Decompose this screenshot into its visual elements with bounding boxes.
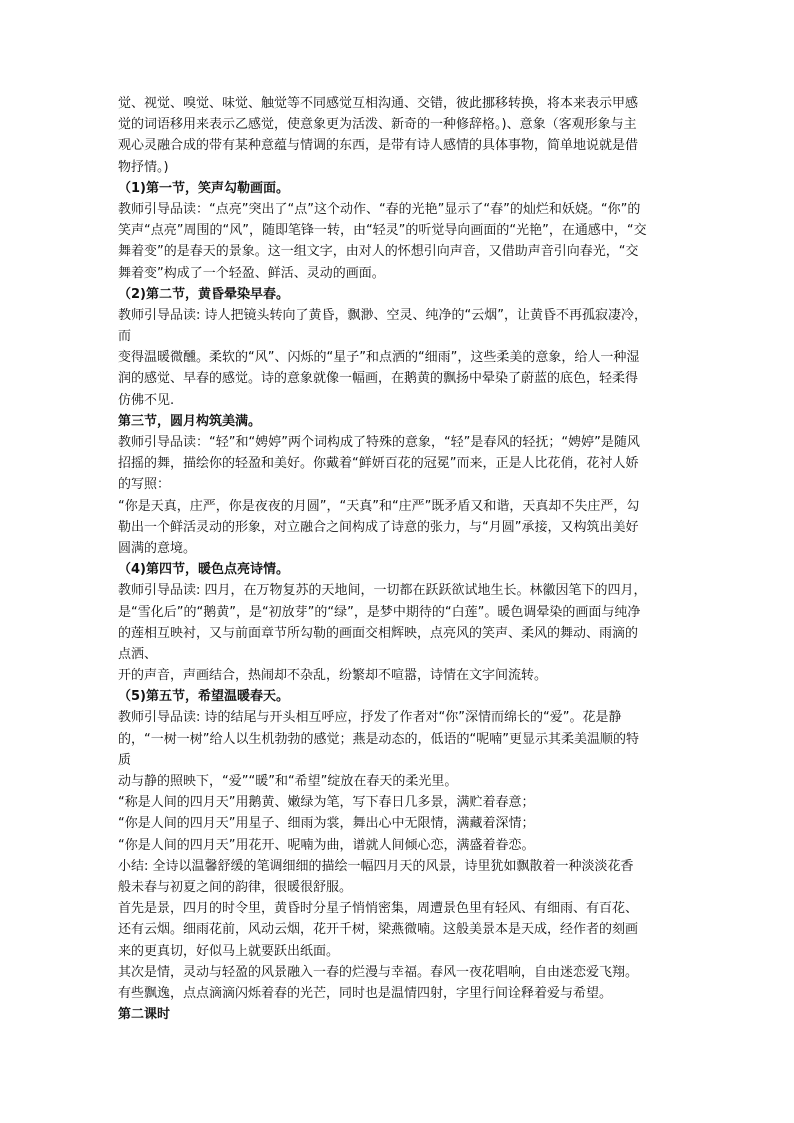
paragraph-line: “你是人间的四月天”用星子、细雨为裳，舞出心中无限情，满藏着深情； <box>118 816 535 832</box>
section-heading: （4)第四节，暖色点亮诗情。 <box>118 562 289 578</box>
paragraph-line: 变得温暖微醺。柔软的“风”、闪烁的“星子”和点洒的“细雨”，这些柔美的意象，给人一种湿 <box>118 350 640 366</box>
paragraph-line: “你是人间的四月天”用花开、呢喃为曲，谱就人间倾心恋，满盛着眷恋。 <box>118 837 535 853</box>
section-heading: 第三节，圆月构筑美满。 <box>118 413 262 429</box>
paragraph-line: 教师引导品读: 四月，在万物复苏的天地间，一切都在跃跃欲试地生长。林徽因笔下的四月， <box>118 583 647 599</box>
paragraph-line: 小结: 全诗以温馨舒缓的笔调细细的描绘一幅四月天的风景，诗里犹如飘散着一种淡淡花香 <box>118 858 634 874</box>
paragraph-line: 动与静的照映下，“爱”“暖”和“希望”绽放在春天的柔光里。 <box>118 774 458 789</box>
paragraph-line: 的，“一树一树”给人以生机勃勃的感觉；燕是动态的，低语的“呢喃”更显示其柔美温顺的特 <box>118 731 639 747</box>
paragraph-line: 物抒情。) <box>118 159 169 175</box>
paragraph-line: 的写照： <box>118 477 171 493</box>
paragraph-line: 观心灵融合成的带有某种意蕴与情调的东西，是带有诗人感情的具体事物，简单地说就是借 <box>118 138 639 154</box>
paragraph-line: 教师引导品读：“轻”和“娉婷”两个词构成了特殊的意象，“轻”是春风的轻抚；“娉婷”是随风 <box>118 435 640 450</box>
paragraph-line: 觉、视觉、嗅觉、味觉、触觉等不同感觉互相沟通、交错，彼此挪移转换，将本来表示甲感 <box>118 96 639 111</box>
paragraph-line: “你是天真，庄严，你是夜夜的月圆”，“天真”和“庄严”既矛盾又和谐，天真却不失庄严，勾 <box>118 498 640 514</box>
paragraph-line: 还有云烟。细雨花前，风动云烟，花开千树，梁燕微喃。这般美景本是天成，经作者的刻画 <box>118 922 639 938</box>
paragraph-line: “称是人间的四月天”用鹅黄、嫩绿为笔，写下春日几多景，满贮着春意； <box>118 795 535 811</box>
paragraph-line: 是“雪化后”的“鹅黄”，是“初放芽”的“绿”，是梦中期待的“白莲”。暖色调晕染的画面与纯净 <box>118 604 641 620</box>
paragraph-line: 点洒、 <box>118 646 158 662</box>
section-heading: （2)第二节，黄昏晕染早春。 <box>118 286 289 302</box>
paragraph-line: 勒出一个鲜活灵动的形象，对立融合之间构成了诗意的张力，与“月圆”承接，又构筑出美好 <box>118 519 639 535</box>
document-body <box>118 93 684 1025</box>
paragraph-line: 仿佛不见. <box>118 392 175 408</box>
paragraph-line: 而 <box>118 329 132 345</box>
section-heading: （5)第五节，希望温暖春天。 <box>118 689 289 705</box>
paragraph-line: 教师引导品读：“点亮”突出了“点”这个动作、“春的光艳”显示了“春”的灿烂和妖娆。“你”的 <box>118 201 641 217</box>
paragraph-line: 质 <box>118 752 132 768</box>
paragraph-line: 有些飘逸，点点滴滴闪烁着春的光芒，同时也是温情四射，字里行间诠释着爱与希望。 <box>118 985 613 1001</box>
paragraph-line: 首先是景，四月的时令里，黄昏时分星子悄悄密集，周遭景色里有轻风、有细雨、有百花、 <box>118 901 639 917</box>
paragraph-line: 其次是情，灵动与轻盈的风景融入一春的烂漫与幸福。春风一夜花唱响，自由迷恋爱飞翔。 <box>118 964 639 980</box>
paragraph-line: 笑声“点亮”周围的“风”，随即笔锋一转，由“轻灵”的听觉导向画面的“光艳”，在通感中，“交 <box>118 223 647 239</box>
paragraph-line: 圆满的意境。 <box>118 540 197 556</box>
paragraph-line: 来的更真切，好似马上就要跃出纸面。 <box>118 943 340 959</box>
paragraph-line: 教师引导品读: 诗的结尾与开头相互呼应，抒发了作者对“你”深情而绵长的“爱”。花是静 <box>118 710 622 726</box>
paragraph-line: 觉的词语移用来表示乙感觉，使意象更为活泼、新奇的一种修辞格。)、意象（客观形象与主 <box>118 117 637 133</box>
paragraph-line: 舞着变”构成了一个轻盈、鲜活、灵动的画面。 <box>118 265 385 281</box>
section-heading: （1)第一节，笑声勾勒画面。 <box>118 180 289 196</box>
paragraph-line: 招摇的舞，描绘你的轻盈和美好。你戴着“鲜妍百花的冠冕”而来，正是人比花俏，花衬人娇 <box>118 456 639 472</box>
paragraph-line: 教师引导品读: 诗人把镜头转向了黄昏，飘渺、空灵、纯净的“云烟”，让黄昏不再孤寂凄冷， <box>118 307 647 323</box>
paragraph-line: 般未春与初夏之间的韵律，很暖很舒服。 <box>118 879 353 895</box>
paragraph-line: 润的感觉、早春的感觉。诗的意象就像一幅画，在鹅黄的飘扬中晕染了蔚蓝的底色，轻柔得 <box>118 371 639 387</box>
section-heading: 第二课时 <box>118 1007 171 1023</box>
paragraph-line: 开的声音，声画结合，热闹却不杂乱，纷繁却不喧嚣，诗情在文字间流转。 <box>118 668 548 684</box>
paragraph-line: 舞着变”的是春天的景象。这一组文字，由对人的怀想引向声音，又借助声音引向春光，“交 <box>118 244 639 260</box>
paragraph-line: 的莲相互映衬，又与前面章节所勾勒的画面交相辉映，点亮风的笑声、柔风的舞动、雨滴的 <box>118 625 639 641</box>
